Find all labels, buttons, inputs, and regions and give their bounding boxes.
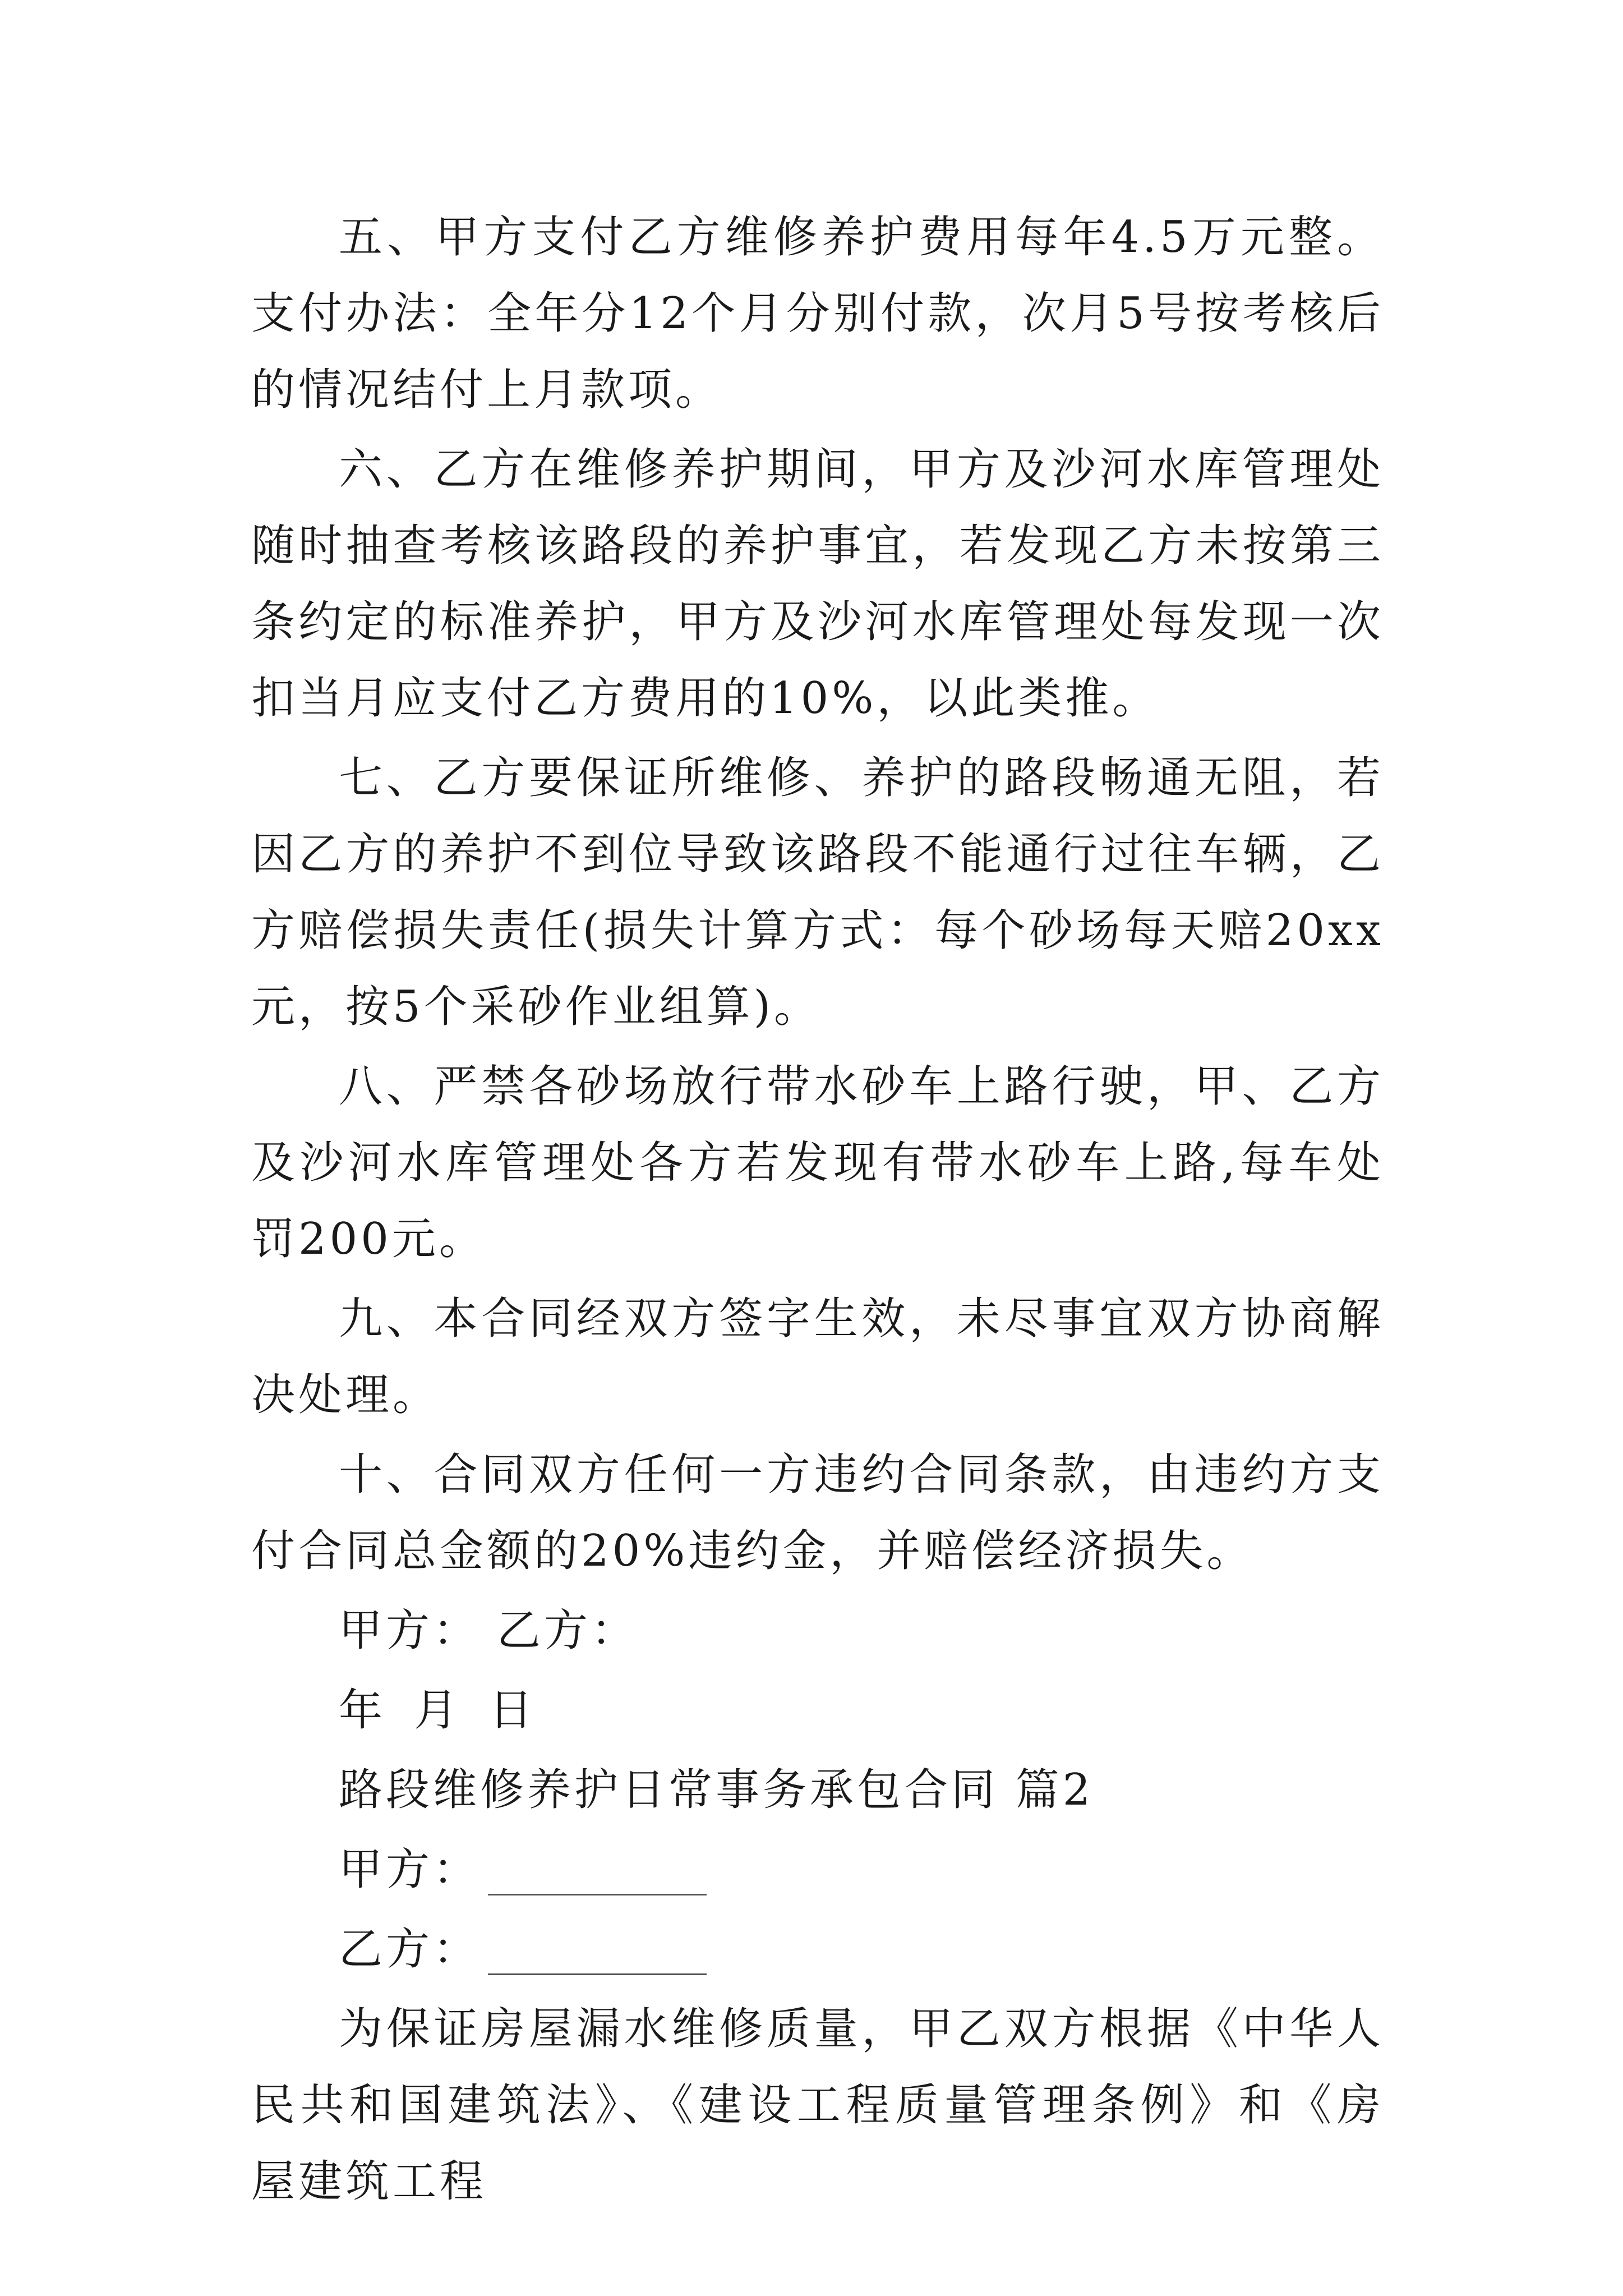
clause-9: 九、本合同经双方签字生效，未尽事宜双方协商解决处理。 xyxy=(251,1294,1384,1420)
clause-5: 五、甲方支付乙方维修养护费用每年4.5万元整。支付办法：全年分12个月分别付款，次月5号按考核后的情况结付上月款项。 xyxy=(251,212,1384,415)
clause-8: 八、严禁各砂场放行带水砂车上路行驶，甲、乙方及沙河水库管理处各方若发现有带水砂车上路,每车处罚200元。 xyxy=(251,1061,1384,1264)
signature-party-b: 乙方： xyxy=(497,1605,639,1656)
party-b-blank xyxy=(488,1973,707,1975)
signature-line xyxy=(251,1593,1384,1669)
date-line xyxy=(251,1672,1384,1749)
party-a-blank xyxy=(488,1894,707,1895)
date-year: 年 xyxy=(339,1685,386,1736)
party-b-label: 乙方： xyxy=(339,1924,481,1975)
signature-party-a: 甲方： xyxy=(339,1605,481,1656)
date-month: 月 xyxy=(414,1685,462,1736)
party-b-line xyxy=(251,1911,1384,1987)
party-a-line xyxy=(251,1832,1384,1908)
clause-6: 六、乙方在维修养护期间，甲方及沙河水库管理处随时抽查考核该路段的养护事宜，若发现乙方未按第三条约定的标准养护，甲方及沙河水库管理处每发现一次扣当月应支付乙方费用的10%，以此类推。 xyxy=(251,444,1384,724)
date-day: 日 xyxy=(489,1685,537,1736)
document-body xyxy=(251,199,1384,2223)
clause-7: 七、乙方要保证所维修、养护的路段畅通无阻，若因乙方的养护不到位导致该路段不能通行过往车辆，乙方赔偿损失责任(损失计算方式：每个砂场每天赔20xx元，按5个采砂作业组算)。 xyxy=(251,753,1384,1032)
clause-10: 十、合同双方任何一方违约合同条款，由违约方支付合同总金额的20%违约金，并赔偿经济损失。 xyxy=(251,1450,1384,1576)
section-title: 路段维修养护日常事务承包合同 篇2 xyxy=(339,1765,1094,1815)
party-a-label: 甲方： xyxy=(339,1844,481,1895)
intro-paragraph: 为保证房屋漏水维修质量，甲乙双方根据《中华人民共和国建筑法》、《建设工程质量管理条例》和《房屋建筑工程 xyxy=(251,2004,1384,2207)
